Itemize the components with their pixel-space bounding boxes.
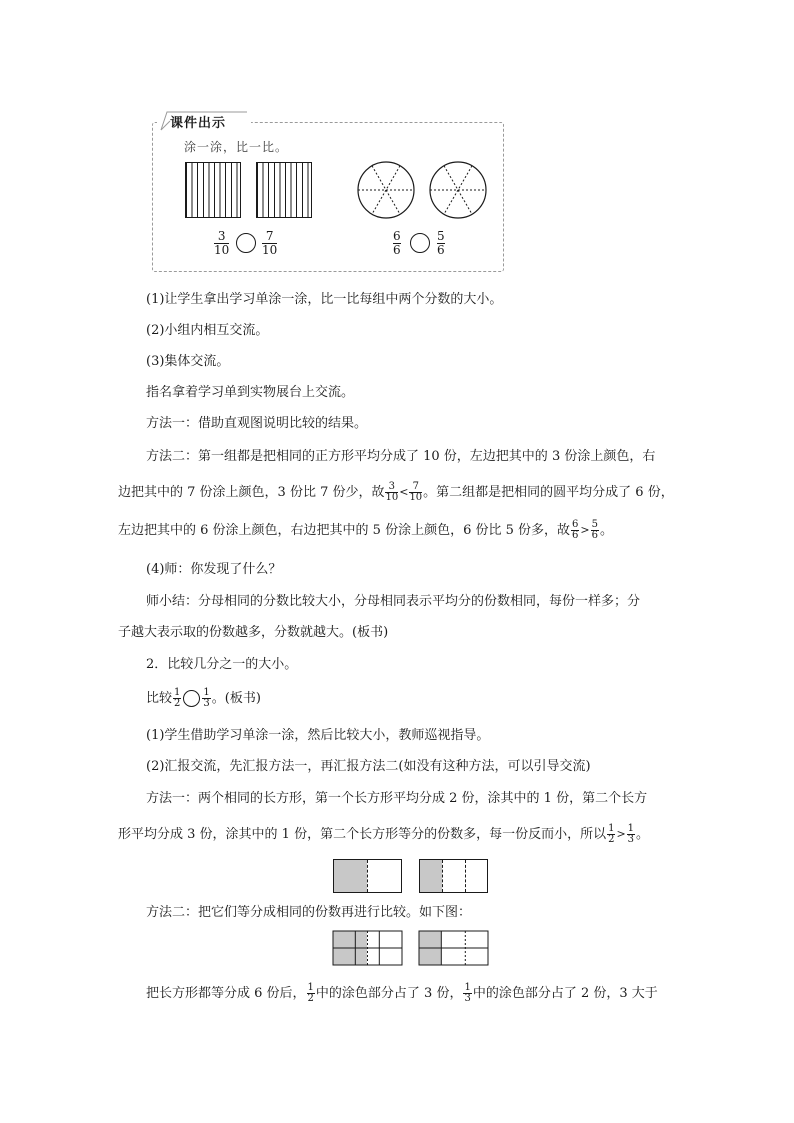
method-2-line-1: 方法二：第一组都是把相同的正方形平均分成了 10 份，左边把其中的 3 份涂上颜色，右 — [146, 449, 656, 464]
compare-circle[interactable] — [410, 233, 430, 253]
frac-1-3: $\frac{1}{3}$ — [464, 982, 471, 1004]
step-3: (3)集体交流。 — [146, 354, 230, 369]
last-line: 把长方形都等分成 6 份后， $\frac{1}{2}$ 中的涂色部分占了 3 份， $\frac{1}{3}$ 中的涂色部分占了 2 份，3 大于 — [146, 982, 658, 1004]
rect-thirds — [419, 859, 488, 893]
frac-1-2: $\frac{1}{2}$ — [174, 687, 181, 709]
frac-6-6: 6 6 — [393, 229, 401, 257]
step-4: 指名拿着学习单到实物展台上交流。 — [146, 385, 355, 400]
step-b2: (2)汇报交流，先汇报方法一，再汇报方法二(如没有这种方法，可以引导交流) — [146, 759, 591, 774]
summary-line-2: 子越大表示取的份数越多，分数就越大。(板书) — [118, 625, 389, 640]
method-2-line-3: 左边把其中的 6 份涂上颜色，右边把其中的 5 份涂上颜色，6 份比 5 份多，故 $\frac{6}{6}$ > $\frac{5}{6}$ 。 — [118, 519, 613, 541]
step-4-question: (4)师：你发现了什么？ — [146, 562, 282, 577]
frac-1-3: $\frac{1}{3}$ — [627, 823, 635, 845]
rect-sixths-from-halves — [332, 930, 404, 966]
summary-line-1: 师小结：分母相同的分数比较大小，分母相同表示平均分的份数相同，每份一样多；分 — [146, 594, 641, 609]
square-tenths-left — [185, 162, 241, 218]
square-tenths-right — [256, 162, 312, 218]
frac-3-10: 3 10 — [214, 229, 230, 257]
frac-7-10: 7 10 — [262, 229, 278, 257]
step-b1: (1)学生借助学习单涂一涂，然后比较大小，教师巡视指导。 — [146, 728, 490, 743]
frac-1-2: $\frac{1}{2}$ — [307, 982, 314, 1004]
method-1-note: 方法一：借助直观图说明比较的结果。 — [146, 416, 368, 431]
compare-circle[interactable] — [183, 690, 200, 707]
method-1b-line-2: 形平均分成 3 份，涂其中的 1 份，第二个长方形等分的份数多，每一份反而小，所以 $\frac{1}{2}$ > $\frac{1}{3}$ 。 — [118, 823, 650, 845]
frac-5-6: $\frac{5}{6}$ — [591, 519, 598, 541]
step-2: (2)小组内相互交流。 — [146, 323, 269, 338]
method-2-line-2: 边把其中的 7 份涂上颜色，3 份比 7 份少，故 $\frac{3}{10}$ < $\frac{7}{10}$ 。第二组都是把相同的圆平均分成了 6 份， — [118, 481, 674, 503]
courseware-title: 课件出示 — [170, 116, 227, 131]
method-2b-line-1: 方法二：把它们等分成相同的份数再进行比较。如下图： — [146, 905, 472, 920]
frac-7-10: $\frac{7}{10}$ — [409, 481, 423, 503]
frac-6-6: $\frac{6}{6}$ — [572, 519, 579, 541]
courseware-instruction: 涂一涂，比一比。 — [184, 140, 289, 154]
compare-circle[interactable] — [236, 233, 256, 253]
frac-1-2: $\frac{1}{2}$ — [608, 823, 615, 845]
frac-1-3: $\frac{1}{3}$ — [203, 687, 210, 709]
frac-5-6: 5 6 — [437, 229, 445, 257]
rect-halves — [333, 859, 402, 893]
circle-sixths-right — [428, 160, 488, 220]
compare-line: 比较 $\frac{1}{2}$ $\frac{1}{3}$ 。(板书) — [146, 687, 261, 709]
circle-sixths-left — [356, 160, 416, 220]
step-1: (1)让学生拿出学习单涂一涂，比一比每组中两个分数的大小。 — [146, 292, 503, 307]
section-2-heading: 2．比较几分之一的大小。 — [146, 657, 298, 672]
rect-sixths-from-thirds — [418, 930, 490, 966]
frac-3-10: $\frac{3}{10}$ — [385, 481, 399, 503]
method-1b-line-1: 方法一：两个相同的长方形，第一个长方形平均分成 2 份，涂其中的 1 份，第二个长方 — [146, 791, 648, 806]
